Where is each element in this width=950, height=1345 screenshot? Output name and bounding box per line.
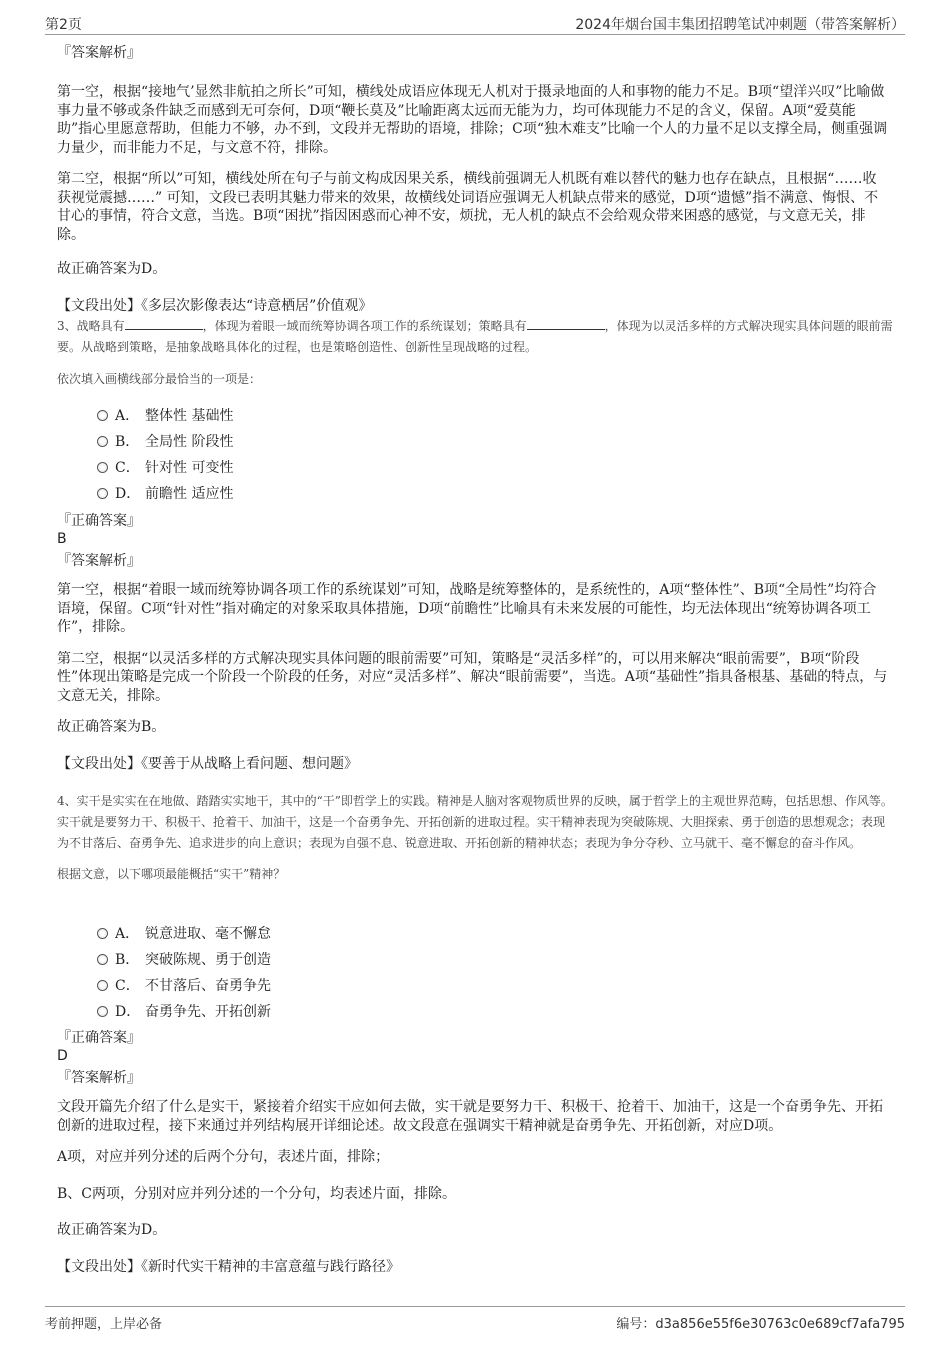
q4-section: [57, 791, 895, 885]
q3-analysis-label: 『答案解析』: [57, 553, 141, 569]
q3-answer-section: [57, 512, 888, 786]
radio-icon[interactable]: [97, 928, 108, 939]
radio-icon[interactable]: [97, 462, 108, 473]
q4-analysis-p1: 文段开篇先介绍了什么是实干，紧接着介绍实干应如何去做，实干就是要努力干、积极干、抢着干、加油干，这是一个奋勇争先、开拓创新的进取过程，接下来通过并列结构展开详细论述。故文段意在强调实干精神就是奋勇争先、开拓创新，对应D项。: [57, 1099, 883, 1134]
footer-doc-id: 编号：d3a856e55f6e30763c0e689cf7afa795: [616, 1317, 905, 1332]
footer-slogan: 考前押题，上岸必备: [45, 1317, 163, 1332]
q3-stem: 3、战略具有 ，体现为着眼一域而统筹协调各项工作的系统谋划；策略具有 ，体现为以灵活多样的方式解决现实具体问题的眼前需要。从战略到策略，是抽象战略具体化的过程，也是策略创造性、创新性呈现战略的过程。: [57, 319, 893, 354]
q3-blank-2: [527, 317, 605, 330]
page-number: 第2页: [45, 17, 82, 33]
q4-correct-answer: D: [57, 1048, 68, 1064]
q4-option-a[interactable]: A． 锐意进取、毫不懈怠: [57, 922, 457, 948]
radio-icon[interactable]: [97, 410, 108, 421]
q4-correct-label: 『正确答案』: [57, 1030, 141, 1046]
q4-analysis-p2: A项，对应并列分述的后两个分句，表述片面，排除；: [57, 1149, 390, 1165]
radio-icon[interactable]: [97, 488, 108, 499]
page-header: [45, 12, 905, 35]
radio-icon[interactable]: [97, 980, 108, 991]
q4-option-b[interactable]: B． 突破陈规、勇于创造: [57, 948, 457, 974]
q4-stem: 4、实干是实实在在地做、踏踏实实地干，其中的“干”即哲学上的实践。精神是人脑对客观物质世界的反映，属于哲学上的主观世界范畴，包括思想、作风等。实干就是要努力干、积极干、抢着干、加油干，这是一个奋勇争先、开拓创新的进取过程。实干精神表现为突破陈规、大胆探索、勇于创造的思想观念；表现为不甘落后、奋勇争先、追求进步的向上意识；表现为自强不息、锐意进取、开拓创新的精神状态；表现为争分夺秒、立马就干、毫不懈怠的奋斗作风。: [57, 794, 893, 850]
radio-icon[interactable]: [97, 954, 108, 965]
q4-source: 【文段出处】《新时代实干精神的丰富意蕴与践行路径》: [57, 1258, 400, 1275]
q3-conclusion: 故正确答案为B。: [57, 719, 166, 735]
q4-analysis-p3: B、C两项，分别对应并列分述的一个分句，均表述片面，排除。: [57, 1185, 456, 1202]
q3-option-b[interactable]: B． 全局性 阶段性: [57, 430, 457, 456]
q3-source: 【文段出处】《要善于从战略上看问题、想问题》: [57, 755, 358, 772]
q3-option-d[interactable]: D． 前瞻性 适应性: [57, 482, 457, 508]
radio-icon[interactable]: [97, 1006, 108, 1017]
q2-analysis-p2: 第二空，根据“所以”可知，横线处所在句子与前文构成因果关系，横线前强调无人机既有难以替代的魅力也存在缺点，且根据“……收获视觉震撼……” 可知，文段已表明其魅力带来的效果，故横线处词语应强调无人机缺点带来的感觉，D项“遗憾”指不满意、悔恨、不甘心的事情，符合文意，当选。B项“困扰”指因困惑而心神不安，烦扰，无人机的缺点不会给观众带来困惑的感觉，与文意无关，排除。: [57, 171, 879, 243]
q3-blank-1: [125, 317, 203, 330]
q4-conclusion: 故正确答案为D。: [57, 1222, 167, 1238]
radio-icon[interactable]: [97, 436, 108, 447]
q3-option-c[interactable]: C． 针对性 可变性: [57, 456, 457, 482]
q3-correct-answer: B: [57, 531, 67, 547]
q2-analysis-p1: 第一空，根据“接地气’显然非航拍之所长”可知，横线处成语应体现无人机对于摄录地面的人和事物的能力不足。B项“望洋兴叹”比喻做事力量不够或条件缺乏而感到无可奈何，D项“鞭长莫及”比喻距离太远而无能为力，均可体现能力不足的含义，保留。A项“爱莫能助”指心里愿意帮助，但能力不够，办不到，文段并无帮助的语境，排除；C项“独木难支”比喻一个人的力量不足以支撑全局，侧重强调力量少，而非能力不足，与文意不符，排除。: [57, 84, 888, 156]
q3-analysis-p2: 第二空，根据“以灵活多样的方式解决现实具体问题的眼前需要”可知，策略是“灵活多样”的，可以用来解决“眼前需要”，B项“阶段性”体现出策略是完成一个阶段一个阶段的任务，对应“灵活多样”、解决“眼前需要”，当选。A项“基础性”指具备根基、基础的特点，与文意无关，排除。: [57, 650, 888, 704]
q3-prompt: 依次填入画横线部分最恰当的一项是：: [57, 372, 262, 386]
q4-option-d[interactable]: D． 奋勇争先、开拓创新: [57, 1000, 457, 1026]
q3-section: [57, 316, 895, 390]
q2-analysis-label: 『答案解析』: [57, 45, 141, 61]
q3-options: [57, 404, 457, 508]
q4-option-c[interactable]: C． 不甘落后、奋勇争先: [57, 974, 457, 1000]
q3-analysis-p1: 第一空，根据“着眼一域而统筹协调各项工作的系统谋划”可知，战略是统筹整体的，是系统性的，A项“整体性”、B项“全局性”均符合语境，保留。C项“针对性”指对确定的对象采取具体措施，D项“前瞻性”比喻具有未来发展的可能性，均无法体现出“统筹协调各项工作”，排除。: [57, 582, 877, 635]
q3-option-a[interactable]: A． 整体性 基础性: [57, 404, 457, 430]
q4-options: [57, 922, 457, 1026]
document-title: 2024年烟台国丰集团招聘笔试冲刺题（带答案解析）: [575, 17, 905, 33]
q4-answer-section: [57, 1029, 888, 1289]
page-footer: [45, 1306, 905, 1332]
q2-source: 【文段出处】《多层次影像表达“诗意栖居”价值观》: [57, 297, 373, 314]
q4-analysis-label: 『答案解析』: [57, 1070, 141, 1086]
q3-correct-label: 『正确答案』: [57, 513, 141, 529]
q4-prompt: 根据文意，以下哪项最能概括“实干”精神？: [57, 867, 286, 881]
q2-conclusion: 故正确答案为D。: [57, 261, 167, 277]
q2-analysis-section: [57, 44, 888, 328]
